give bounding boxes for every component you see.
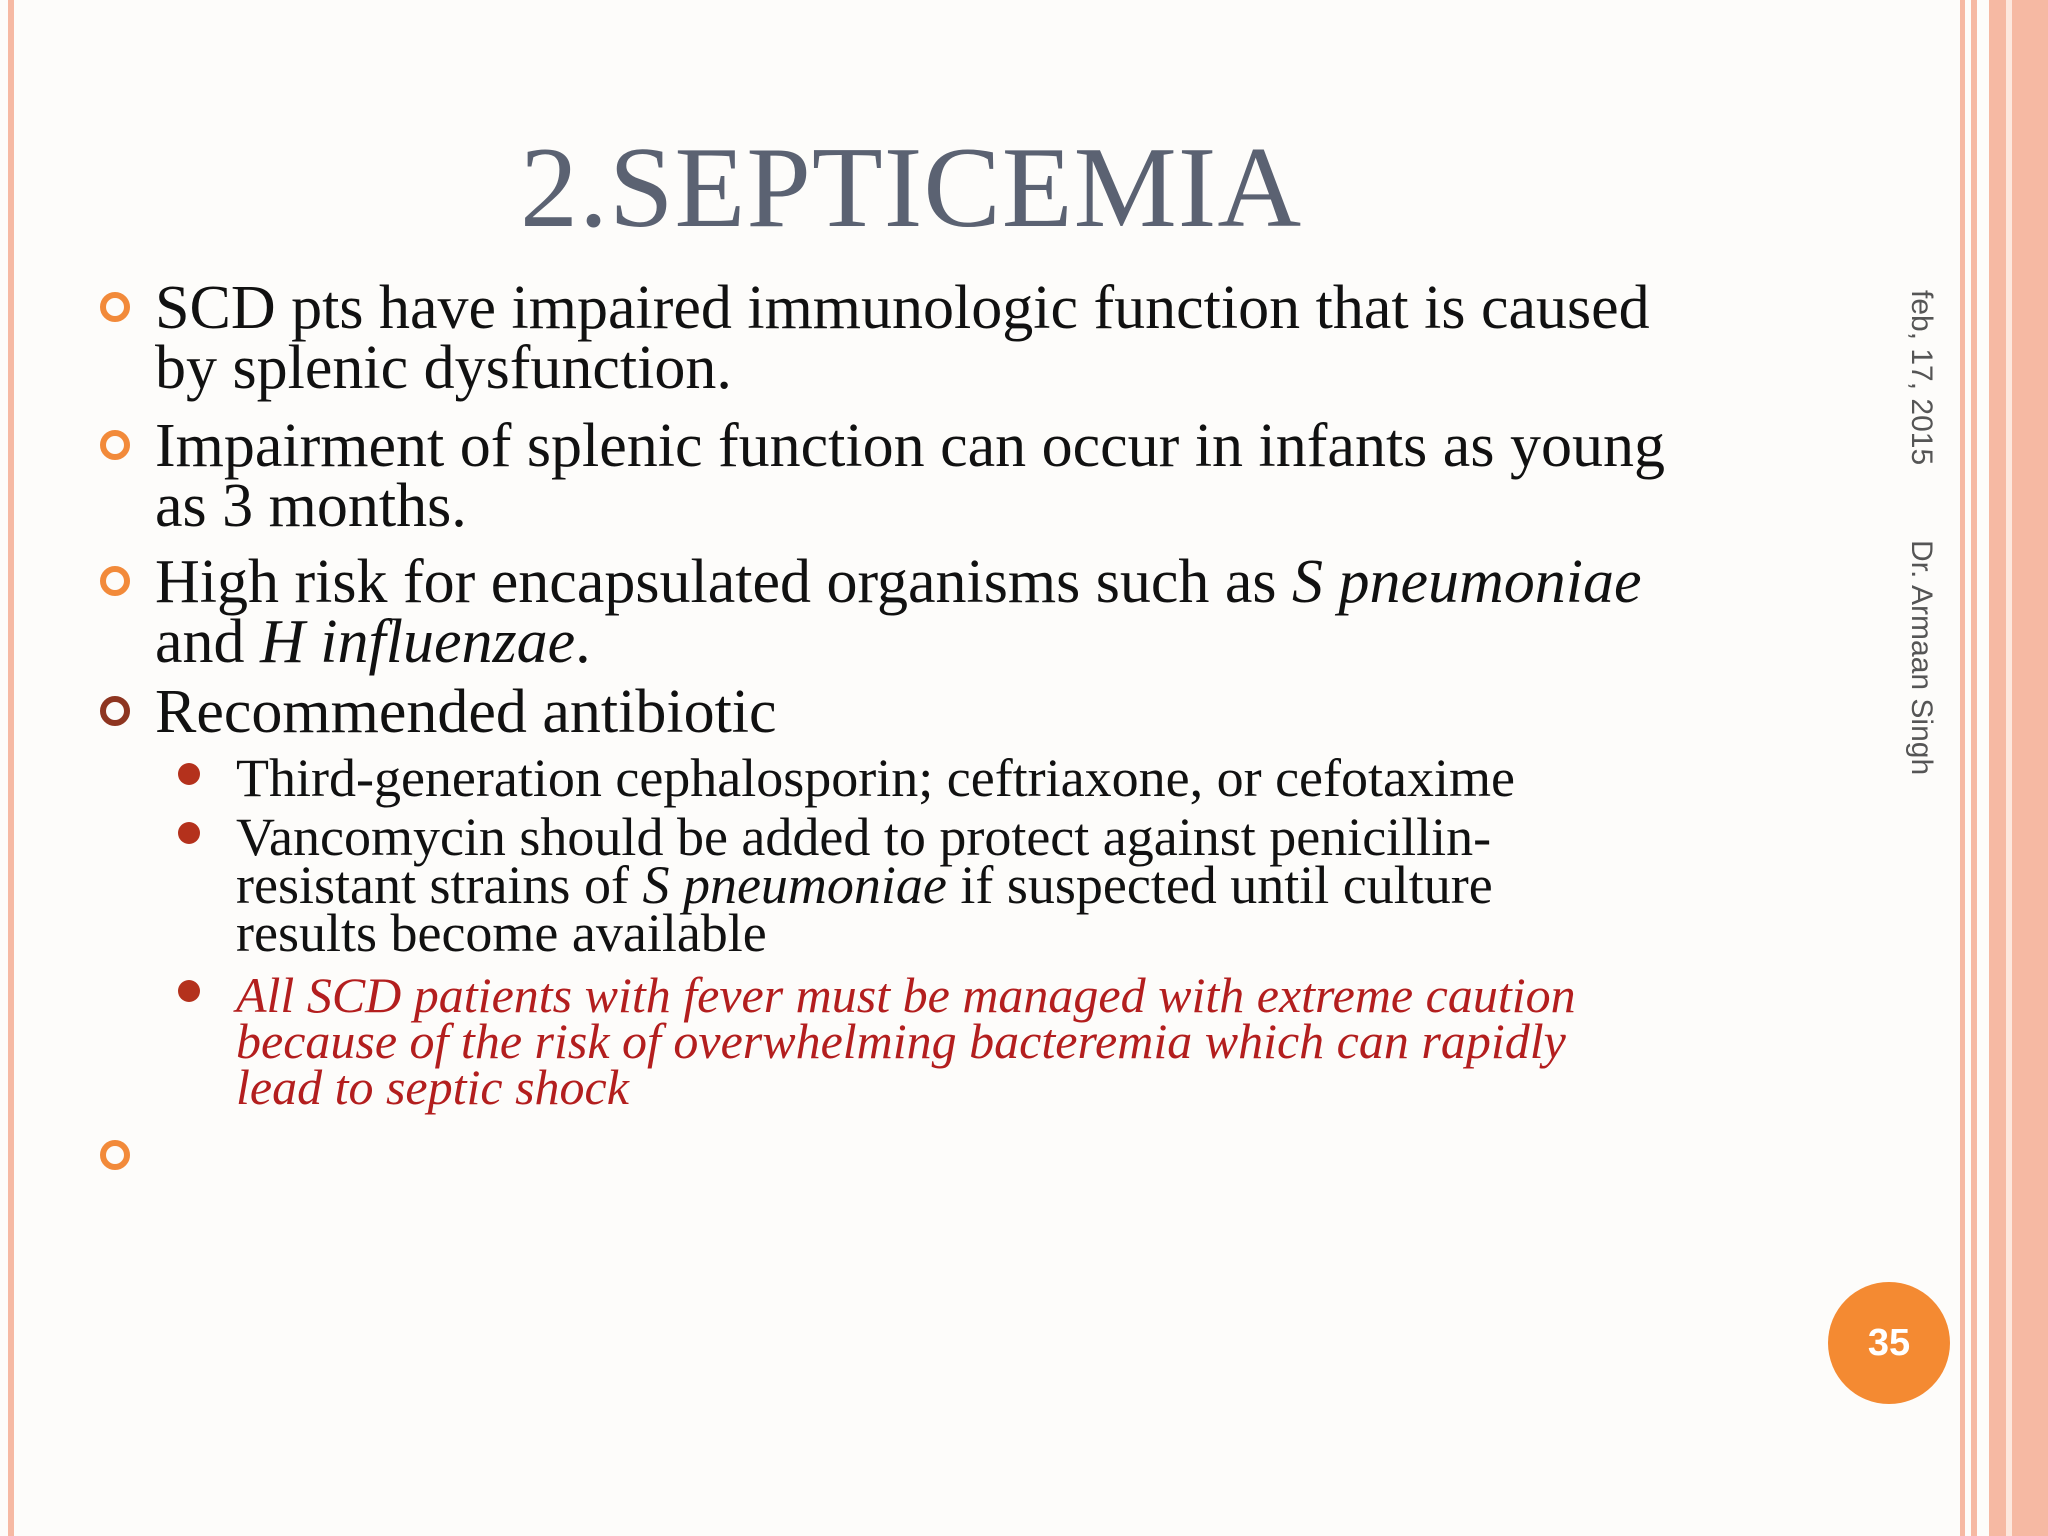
bullet-3-text: . [575,608,591,676]
bullet-3-line-1 [155,548,1642,616]
sub-bullet-2-line-1: Vancomycin should be added to protect against penicillin- [236,807,1492,867]
bullet-3-line-2 [155,608,591,676]
bullet-ring-icon [100,566,130,596]
sub-bullet-dot-icon [178,763,200,785]
organism-name: H influenzae [260,608,576,676]
frame-line-right [2012,0,2048,1536]
sub-bullet-2-line-2 [236,855,1493,915]
sub-bullet-dot-icon [178,822,200,844]
bullet-ring-icon [100,430,130,460]
warning-line-2: because of the risk of overwhelming bacteremia which can rapidly [236,1013,1566,1069]
warning-line-1: All SCD patients with fever must be managed with extreme caution [236,967,1576,1023]
frame-line-left [8,0,14,1536]
sub-bullet-dot-icon [178,980,200,1002]
bullet-4-line-1: Recommended antibiotic [155,678,777,746]
bullet-1-line-2: by splenic dysfunction. [155,334,732,402]
organism-name: S pneumoniae [1292,548,1642,616]
bullet-ring-icon [100,696,130,726]
side-author: Dr. Armaan Singh [1905,540,1938,776]
side-date: feb, 17, 2015 [1905,290,1938,466]
frame-line-right [1960,0,1965,1536]
bullet-3-text: High risk for encapsulated organisms such as [155,548,1293,616]
sub-bullet-1-line-1: Third-generation cephalosporin; ceftriaxone, or cefotaxime [236,748,1515,808]
sub-bullet-2-text: if suspected until culture [946,855,1493,915]
frame-line-right [1989,0,2006,1536]
bullet-3-text: and [155,608,261,676]
slide-title: 2.SEPTICEMIA [520,124,1303,252]
bullet-1-line-1: SCD pts have impaired immunologic function that is caused [155,274,1650,342]
organism-name: S pneumoniae [642,855,947,915]
bullet-ring-icon [100,1140,130,1170]
page-number-badge: 35 [1828,1282,1950,1404]
frame-line-right [1971,0,1977,1536]
sub-bullet-2-line-3: results become available [236,903,767,963]
bullet-2-line-2: as 3 months. [155,472,467,540]
bullet-ring-icon [100,292,130,322]
bullet-2-line-1: Impairment of splenic function can occur in infants as young [155,412,1665,480]
warning-line-3: lead to septic shock [236,1059,629,1115]
sub-bullet-2-text: resistant strains of [236,855,643,915]
